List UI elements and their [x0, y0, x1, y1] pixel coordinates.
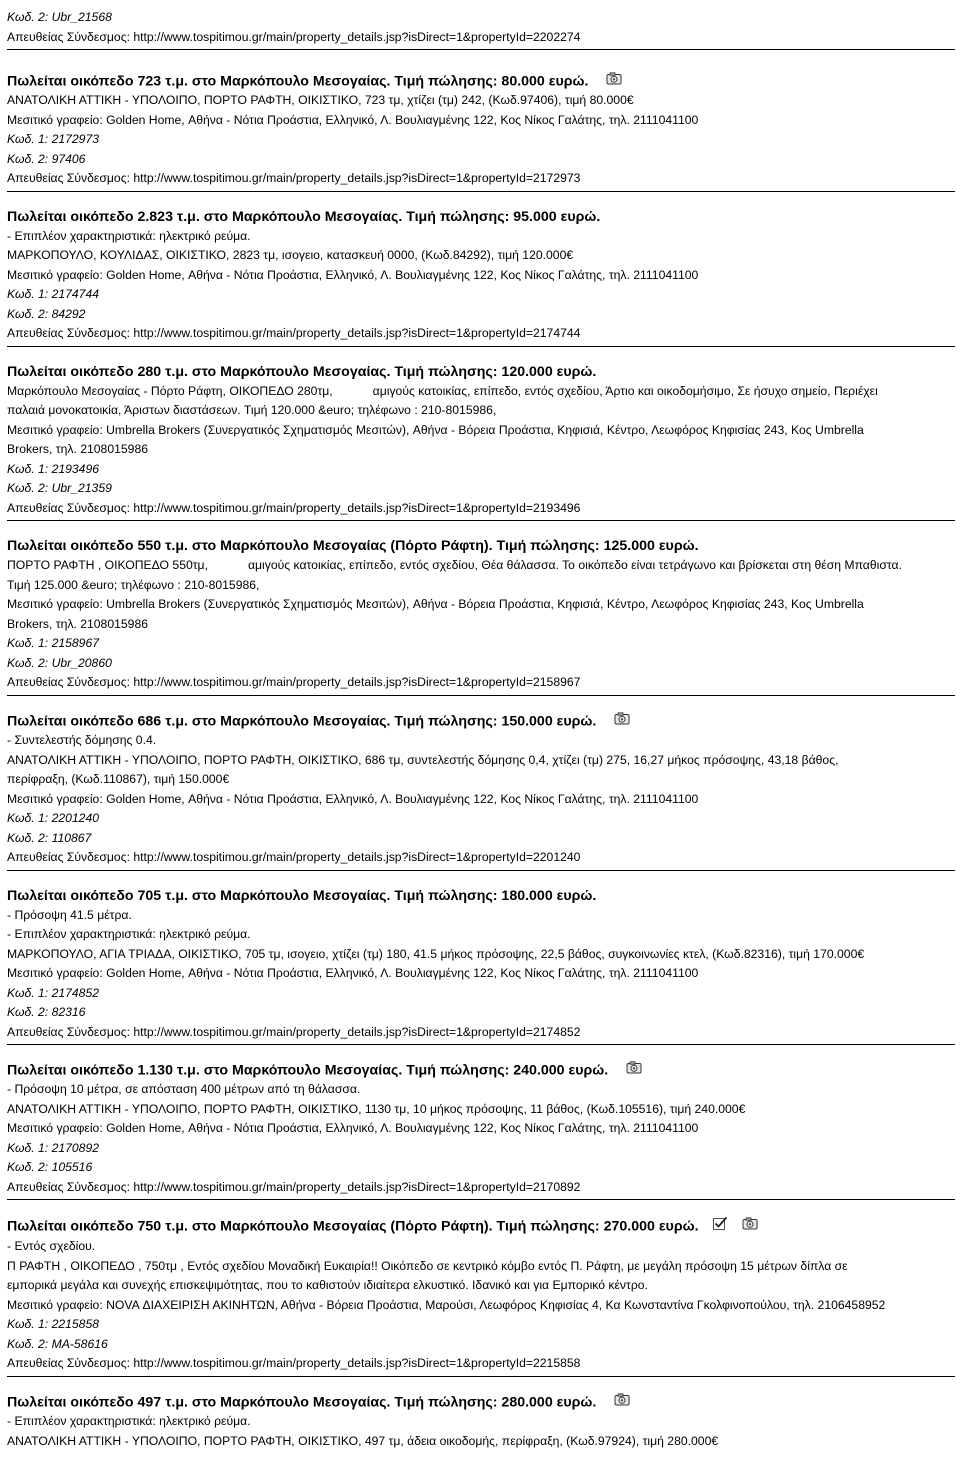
direct-link[interactable]: Απευθείας Σύνδεσμος: http://www.tospitimou.gr/main/property_details.jsp?isDirect=1&propertyId=2158967: [7, 675, 581, 690]
camera-icon[interactable]: [614, 712, 630, 731]
listing-description: παλαιά μονοκατοικία, Άριστων διαστάσεων. Τιμή 120.000 &euro; τηλέφωνο : 210-8015986,: [7, 403, 497, 418]
listing-description: ΜΑΡΚΟΠΟΥΛΟ, ΚΟΥΛΙΔΑΣ, ΟΙΚΙΣΤΙΚΟ, 2823 τμ, ισογειο, κατασκευή 0000, (Κωδ.84292), τιμή 120.000€: [7, 248, 574, 263]
listing-description: εμπορικά μεγάλα και συνεχής επισκεψιμότητας, που το καθιστούν ιδιαίτερα ελκυστικό. Ιδανικό και για Εμπορικό κέντρο.: [7, 1278, 648, 1293]
agency-info: Μεσιτικό γραφείο: Umbrella Brokers (Συνεργατικός Σχηματισμός Μεσιτών), Αθήνα - Βόρεια Προάστια, Κηφισιά, Κέντρο, Λεωφόρος Κηφισίας 243, Κος Umbrella: [7, 597, 864, 612]
listing-feature: - Πρόσοψη 41.5 μέτρα.: [7, 907, 132, 922]
listing-block: [7, 72, 955, 192]
camera-icon[interactable]: [614, 1393, 630, 1412]
direct-link[interactable]: Απευθείας Σύνδεσμος: http://www.tospitimou.gr/main/property_details.jsp?isDirect=1&propertyId=2172973: [7, 171, 581, 186]
code-2: Κωδ. 2: Ubr_21359: [7, 481, 112, 496]
code-1: Κωδ. 1: 2170892: [7, 1140, 100, 1155]
listing-description: περίφραξη, (Κωδ.110867), τιμή 150.000€: [7, 772, 230, 786]
camera-icon[interactable]: [626, 1061, 642, 1080]
listing-block: [7, 208, 955, 347]
listing-title: Πωλείται οικόπεδο 2.823 τ.μ. στο Μαρκόπουλο Μεσογαίας. Τιμή πώλησης: 95.000 ευρώ.: [7, 208, 601, 225]
direct-link[interactable]: Απευθείας Σύνδεσμος: http://www.tospitimou.gr/main/property_details.jsp?isDirect=1&propertyId=2215858: [7, 1356, 581, 1371]
listing-title: [7, 712, 955, 731]
direct-link[interactable]: Απευθείας Σύνδεσμος: http://www.tospitimou.gr/main/property_details.jsp?isDirect=1&propertyId=2174744: [7, 326, 581, 341]
code-2: Κωδ. 2: 97406: [7, 151, 86, 166]
agency-info: Brokers, τηλ. 2108015986: [7, 616, 149, 631]
listing-title-text: Πωλείται οικόπεδο 1.130 τ.μ. στο Μαρκόπουλο Μεσογαίας. Τιμή πώλησης: 240.000 ευρώ.: [7, 1062, 609, 1079]
listing-feature: - Συντελεστής δόμησης 0.4.: [7, 733, 157, 747]
direct-link[interactable]: Απευθείας Σύνδεσμος: http://www.tospitimou.gr/main/property_details.jsp?isDirect=1&propertyId=2202274: [7, 29, 581, 44]
listing-description: ΑΝΑΤΟΛΙΚΗ ΑΤΤΙΚΗ - ΥΠΟΛΟΙΠΟ, ΠΟΡΤΟ ΡΑΦΤΗ, ΟΙΚΙΣΤΙΚΟ, 497 τμ, άδεια οικοδομής, περίφραξη, (Κωδ.97924), τιμή 280.000€: [7, 1433, 719, 1448]
listing-title-text: Πωλείται οικόπεδο 497 τ.μ. στο Μαρκόπουλο Μεσογαίας. Τιμή πώλησης: 280.000 ευρώ.: [7, 1394, 597, 1410]
listing-title: Πωλείται οικόπεδο 705 τ.μ. στο Μαρκόπουλο Μεσογαίας. Τιμή πώλησης: 180.000 ευρώ.: [7, 887, 597, 904]
code-1: Κωδ. 1: 2201240: [7, 811, 100, 825]
code-1: Κωδ. 1: 2215858: [7, 1317, 100, 1332]
listing-block: [7, 1216, 955, 1377]
code-1: Κωδ. 1: 2174744: [7, 287, 100, 302]
listing-description-part: αμιγούς κατοικίας, επίπεδο, εντός σχεδίου, Θέα θάλασσα. Το οικόπεδο είναι τετράγωνο και βρίσκεται στη θέση Μπαθιστα.: [247, 558, 902, 573]
listing-title-text: Πωλείται οικόπεδο 750 τ.μ. στο Μαρκόπουλο Μεσογαίας (Πόρτο Ράφτη). Τιμή πώλησης: 270.000 ευρώ.: [7, 1218, 699, 1235]
listing-block: [7, 887, 955, 1046]
listing-feature: - Επιπλέον χαρακτηριστικά: ηλεκτρικό ρεύμα.: [7, 927, 251, 941]
listing-description: Π ΡΑΦΤΗ , ΟΙΚΟΠΕΔΟ , 750τμ , Εντός σχεδίου Μοναδική Ευκαιρία!! Οικόπεδο σε κεντρικό κόμβο εντός Π. Ράφτη, με μεγάλη πρόσοψη 15 μέτρων δίπλα σε: [7, 1258, 848, 1273]
listing-title: Πωλείται οικόπεδο 550 τ.μ. στο Μαρκόπουλο Μεσογαίας (Πόρτο Ράφτη). Τιμή πώλησης: 125.000 ευρώ.: [7, 538, 699, 555]
listing-title: [7, 1393, 955, 1412]
agency-info: Μεσιτικό γραφείο: Golden Home, Αθήνα - Νότια Προάστια, Ελληνικό, Λ. Βουλιαγμένης 122, Κος Νίκος Γαλάτης, τηλ. 2111041100: [7, 1121, 699, 1136]
listing-description-part: Μαρκόπουλο Μεσογαίας - Πόρτο Ράφτη, ΟΙΚΟΠΕΔΟ 280τμ,: [7, 383, 333, 398]
listing-description: [7, 382, 955, 402]
listing-block: [7, 712, 955, 871]
code-1: Κωδ. 1: 2174852: [7, 985, 100, 1000]
code-2: Κωδ. 2: Ubr_20860: [7, 655, 112, 670]
listing-title: [7, 1216, 955, 1237]
listing-feature: - Εντός σχεδίου.: [7, 1239, 96, 1254]
listing-description-part: αμιγούς κατοικίας, επίπεδο, εντός σχεδίου, Άρτιο και οικοδομήσιμο, Σε ήσυχο σημείο, Περιέχει: [372, 383, 878, 398]
listing-description: ΑΝΑΤΟΛΙΚΗ ΑΤΤΙΚΗ - ΥΠΟΛΟΙΠΟ, ΠΟΡΤΟ ΡΑΦΤΗ, ΟΙΚΙΣΤΙΚΟ, 686 τμ, συντελεστής δόμησης 0,4, χτίζει (τμ) 275, 16,27 μήκος πρόσοψης, 43,18 βάθος,: [7, 752, 839, 767]
direct-link[interactable]: Απευθείας Σύνδεσμος: http://www.tospitimou.gr/main/property_details.jsp?isDirect=1&propertyId=2174852: [7, 1024, 581, 1039]
listing-title: Πωλείται οικόπεδο 280 τ.μ. στο Μαρκόπουλο Μεσογαίας. Τιμή πώλησης: 120.000 ευρώ.: [7, 363, 597, 380]
agency-info: Brokers, τηλ. 2108015986: [7, 442, 149, 457]
agency-info: Μεσιτικό γραφείο: Umbrella Brokers (Συνεργατικός Σχηματισμός Μεσιτών), Αθήνα - Βόρεια Προάστια, Κηφισιά, Κέντρο, Λεωφόρος Κηφισίας 243, Κος Umbrella: [7, 422, 864, 437]
listing-title-text: Πωλείται οικόπεδο 723 τ.μ. στο Μαρκόπουλο Μεσογαίας. Τιμή πώλησης: 80.000 ευρώ.: [7, 73, 589, 90]
listing-description: ΜΑΡΚΟΠΟΥΛΟ, ΑΓΙΑ ΤΡΙΑΔΑ, ΟΙΚΙΣΤΙΚΟ, 705 τμ, ισογειο, χτίζει (τμ) 180, 41.5 μήκος πρόσοψης, 22,5 βάθος, συγκοινωνίες κτελ, (Κωδ.82316), τιμή 170.000€: [7, 946, 865, 961]
code-2: Κωδ. 2: MA-58616: [7, 1336, 108, 1351]
listing-title: [7, 1061, 955, 1080]
listing-description: ΑΝΑΤΟΛΙΚΗ ΑΤΤΙΚΗ - ΥΠΟΛΟΙΠΟ, ΠΟΡΤΟ ΡΑΦΤΗ, ΟΙΚΙΣΤΙΚΟ, 1130 τμ, 10 μήκος πρόσοψης, 11 βάθος, (Κωδ.105516), τιμή 240.000€: [7, 1101, 746, 1116]
listing-block: [7, 1061, 955, 1200]
code-2: Κωδ. 2: 82316: [7, 1005, 86, 1019]
code-2: Κωδ. 2: 110867: [7, 830, 92, 845]
direct-link[interactable]: Απευθείας Σύνδεσμος: http://www.tospitimou.gr/main/property_details.jsp?isDirect=1&propertyId=2201240: [7, 850, 581, 864]
listing-feature: - Πρόσοψη 10 μέτρα, σε απόσταση 400 μέτρων από τη θάλασσα.: [7, 1082, 361, 1097]
agency-info: Μεσιτικό γραφείο: Golden Home, Αθήνα - Νότια Προάστια, Ελληνικό, Λ. Βουλιαγμένης 122, Κος Νίκος Γαλάτης, τηλ. 2111041100: [7, 267, 699, 282]
agency-info: Μεσιτικό γραφείο: Golden Home, Αθήνα - Νότια Προάστια, Ελληνικό, Λ. Βουλιαγμένης 122, Κος Νίκος Γαλάτης, τηλ. 2111041100: [7, 791, 699, 806]
code-2: Κωδ. 2: 84292: [7, 306, 86, 321]
camera-icon[interactable]: [606, 72, 622, 91]
checkmark-icon: [713, 1216, 728, 1237]
listing-title-text: Πωλείται οικόπεδο 686 τ.μ. στο Μαρκόπουλο Μεσογαίας. Τιμή πώλησης: 150.000 ευρώ.: [7, 713, 597, 729]
listing-description: ΑΝΑΤΟΛΙΚΗ ΑΤΤΙΚΗ - ΥΠΟΛΟΙΠΟ, ΠΟΡΤΟ ΡΑΦΤΗ, ΟΙΚΙΣΤΙΚΟ, 723 τμ, χτίζει (τμ) 242, (Κωδ.97406), τιμή 80.000€: [7, 93, 634, 108]
listing-block: [7, 1393, 955, 1453]
agency-info: Μεσιτικό γραφείο: Golden Home, Αθήνα - Νότια Προάστια, Ελληνικό, Λ. Βουλιαγμένης 122, Κος Νίκος Γαλάτης, τηλ. 2111041100: [7, 966, 699, 980]
listing-feature: - Επιπλέον χαρακτηριστικά: ηλεκτρικό ρεύμα.: [7, 1414, 251, 1428]
agency-info: Μεσιτικό γραφείο: NOVA ΔΙΑΧΕΙΡΙΣΗ ΑΚΙΝΗΤΩΝ, Αθήνα - Βόρεια Προάστια, Μαρούσι, Λεωφόρος Κηφισίας 4, Κα Κωνσταντίνα Γκολφινοπούλου, τηλ. 2106458952: [7, 1297, 886, 1312]
listing-description: Τιμή 125.000 &euro; τηλέφωνο : 210-8015986,: [7, 577, 260, 592]
code-1: Κωδ. 1: 2193496: [7, 461, 100, 476]
listing-block: [7, 363, 955, 522]
camera-icon[interactable]: [742, 1217, 758, 1236]
direct-link[interactable]: Απευθείας Σύνδεσμος: http://www.tospitimou.gr/main/property_details.jsp?isDirect=1&propertyId=2193496: [7, 500, 581, 515]
listing-description-part: ΠΟΡΤΟ ΡΑΦΤΗ , ΟΙΚΟΠΕΔΟ 550τμ,: [7, 558, 208, 573]
direct-link[interactable]: Απευθείας Σύνδεσμος: http://www.tospitimou.gr/main/property_details.jsp?isDirect=1&propertyId=2170892: [7, 1179, 581, 1194]
listing-block: [7, 8, 955, 50]
listing-feature: - Επιπλέον χαρακτηριστικά: ηλεκτρικό ρεύμα.: [7, 228, 251, 243]
code-2: Κωδ. 2: 105516: [7, 1160, 93, 1175]
listing-description: [7, 556, 955, 576]
agency-info: Μεσιτικό γραφείο: Golden Home, Αθήνα - Νότια Προάστια, Ελληνικό, Λ. Βουλιαγμένης 122, Κος Νίκος Γαλάτης, τηλ. 2111041100: [7, 112, 699, 127]
code-2: Κωδ. 2: Ubr_21568: [7, 10, 112, 24]
code-1: Κωδ. 1: 2172973: [7, 132, 100, 147]
listing-block: [7, 537, 955, 696]
code-1: Κωδ. 1: 2158967: [7, 636, 100, 651]
listing-page: [7, 8, 955, 1469]
listing-title: [7, 72, 955, 91]
